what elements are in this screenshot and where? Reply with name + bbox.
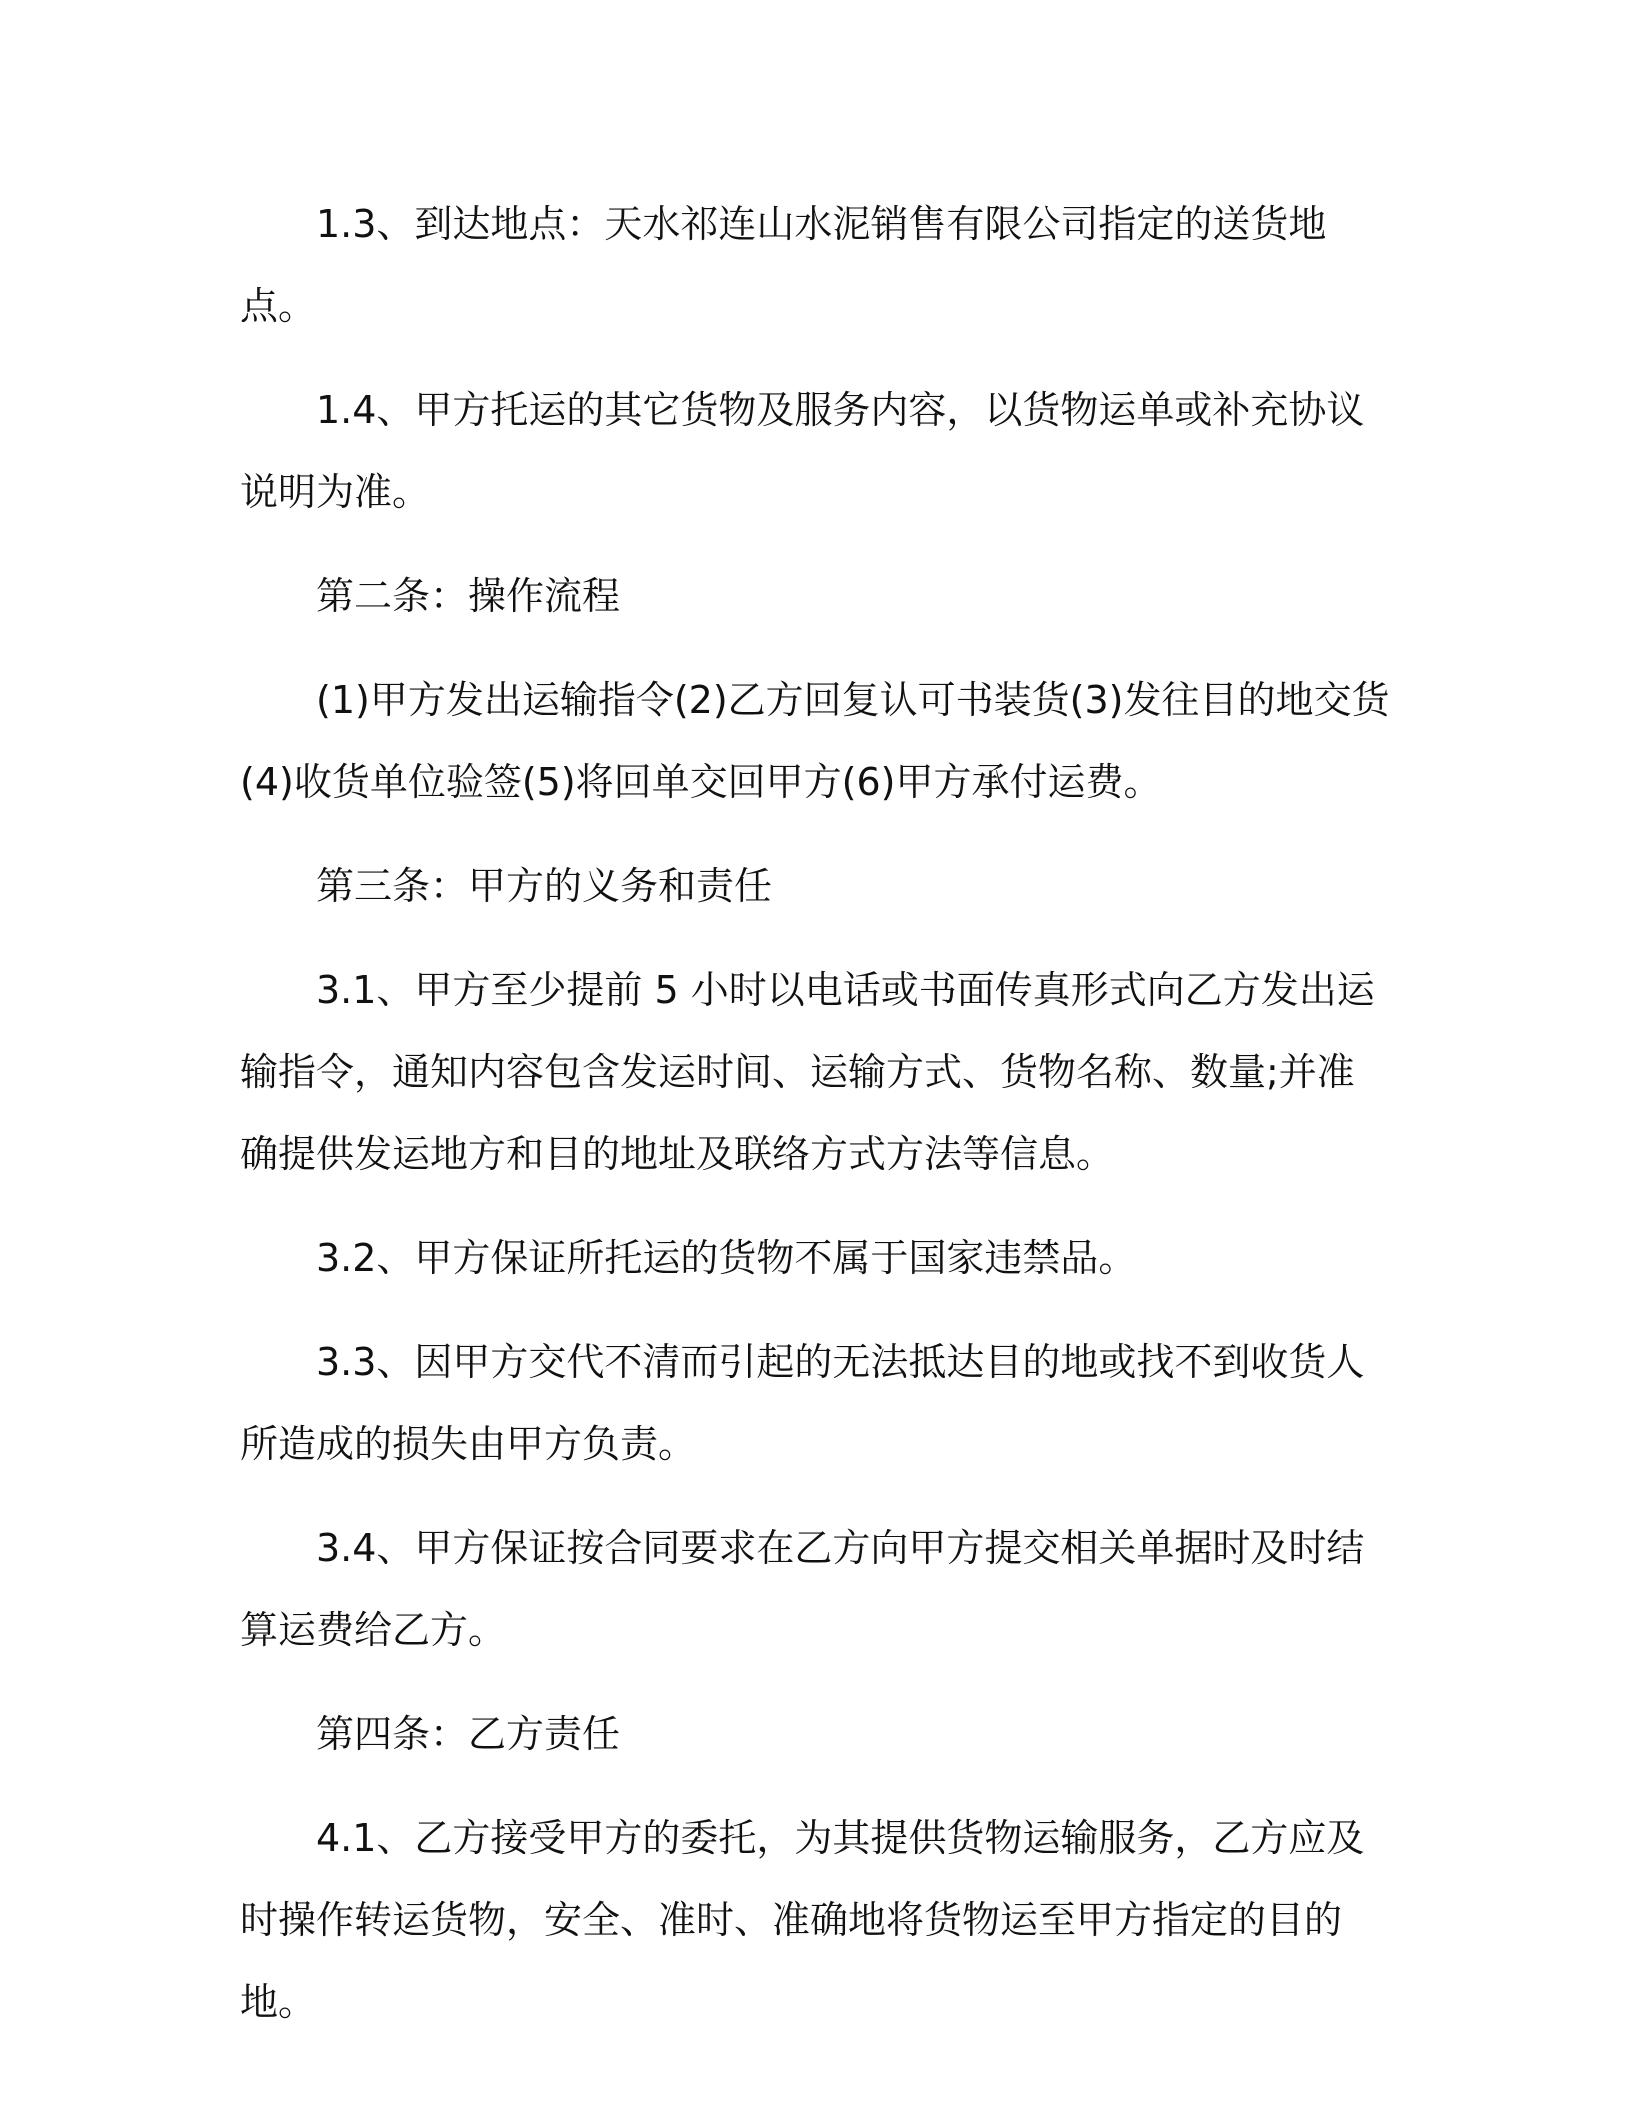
document-body xyxy=(240,183,1390,2065)
article-2-heading: 第二条：操作流程 xyxy=(316,574,621,618)
clause-3-3: 3.3、因甲方交代不清而引起的无法抵达目的地或找不到收货人所造成的损失由甲方负责。 xyxy=(240,1340,1365,1466)
article-3-heading: 第三条：甲方的义务和责任 xyxy=(316,864,773,908)
article-4-heading: 第四条：乙方责任 xyxy=(316,1712,621,1756)
clause-4-1: 4.1、乙方接受甲方的委托，为其提供货物运输服务，乙方应及时操作转运货物，安全、准时、准确地将货物运至甲方指定的目的地。 xyxy=(240,1816,1365,2024)
operation-flow: (1)甲方发出运输指令(2)乙方回复认可书装货(3)发往目的地交货(4)收货单位验签(5)将回单交回甲方(6)甲方承付运费。 xyxy=(240,678,1390,804)
clause-3-2: 3.2、甲方保证所托运的货物不属于国家违禁品。 xyxy=(316,1236,1137,1280)
clause-3-1: 3.1、甲方至少提前 5 小时以电话或书面传真形式向乙方发出运输指令，通知内容包含发运时间、运输方式、货物名称、数量;并准确提供发运地方和目的地址及联络方式方法等信息。 xyxy=(240,968,1375,1176)
clause-1-4: 1.4、甲方托运的其它货物及服务内容，以货物运单或补充协议说明为准。 xyxy=(240,388,1365,514)
clause-1-3: 1.3、到达地点：天水祁连山水泥销售有限公司指定的送货地点。 xyxy=(240,202,1327,328)
clause-3-4: 3.4、甲方保证按合同要求在乙方向甲方提交相关单据时及时结算运费给乙方。 xyxy=(240,1526,1365,1652)
